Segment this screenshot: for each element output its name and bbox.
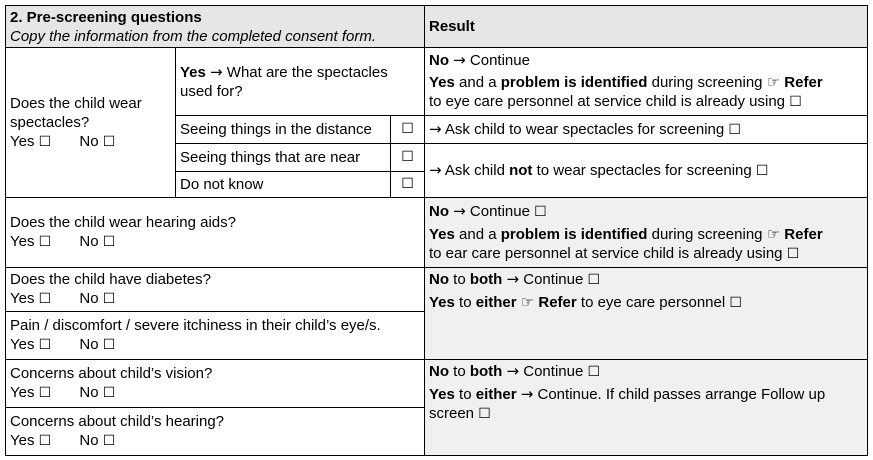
dp-result-refer: Refer [534, 294, 577, 311]
distance-result [425, 116, 868, 144]
hearing-aids-no-label: No [79, 233, 99, 250]
concerns-result [425, 360, 868, 456]
hearing-aids-result [425, 198, 868, 268]
hearing-result-checkbox[interactable]: ☐ [786, 245, 800, 262]
result-text: and a [454, 225, 501, 243]
hearing-aids-no-checkbox[interactable]: ☐ [102, 234, 116, 250]
concerns-result-yes-checkbox[interactable]: ☐ [478, 406, 491, 422]
pain-yes-checkbox[interactable]: ☐ [38, 337, 52, 353]
vision-no-checkbox[interactable]: ☐ [102, 385, 116, 401]
concerns-result-tail: Continue. If child passes arrange Follow up screen [429, 386, 826, 422]
near-result-not: not [509, 161, 533, 179]
vision-yes-checkbox[interactable]: ☐ [38, 385, 52, 401]
pain-yes-no [10, 335, 420, 355]
arrow-icon: → [453, 51, 466, 69]
concerns-result-no-checkbox[interactable]: ☐ [587, 364, 601, 380]
hearing-result-no: No [429, 202, 449, 220]
concerns-result-continue: Continue [519, 363, 588, 380]
pointing-hand-icon: ☞ [520, 293, 535, 311]
arrow-icon: → [520, 385, 534, 403]
option-near-checkbox[interactable]: ☐ [391, 144, 425, 172]
hearing-aids-question-cell [6, 198, 425, 268]
dp-result-either: either [475, 294, 517, 311]
spectacles-yes-no [10, 132, 171, 152]
arrow-icon: → [453, 201, 466, 220]
result-text: and a [454, 74, 501, 91]
dp-result-tail: to eye care personnel [576, 294, 730, 311]
hearing-aids-yes-no [10, 232, 420, 252]
spectacles-result-problem: problem is identified [500, 74, 648, 91]
vision-concern-cell [6, 360, 425, 408]
hearing-concern-yes-checkbox[interactable]: ☐ [38, 433, 52, 449]
dp-result-no: No [429, 271, 449, 288]
pain-question-cell [6, 312, 425, 360]
dp-result-continue: Continue [519, 271, 588, 288]
spectacles-question: Does the child wear spectacles? [10, 94, 142, 131]
result-header: Result [425, 6, 868, 48]
section-header [6, 6, 425, 48]
hearing-result-tail: to ear care personnel at service child is already using [429, 244, 787, 262]
spectacles-result [425, 48, 868, 116]
hearing-result-refer: Refer [780, 225, 823, 243]
result-text: to [449, 363, 470, 380]
hearing-aids-question: Does the child wear hearing aids? [10, 214, 236, 231]
result-text: during screening [647, 74, 767, 91]
pain-yes-label: Yes [10, 336, 35, 353]
pointing-hand-icon: ☞ [766, 224, 781, 243]
concerns-result-either: either [475, 386, 517, 403]
spectacles-yes-checkbox[interactable]: ☐ [38, 133, 52, 150]
distance-result-text: Ask child to wear spectacles for screening [441, 120, 729, 138]
spectacles-result-no: No [429, 52, 449, 69]
hearing-concern-yes-label: Yes [10, 432, 35, 449]
hearing-result-continue: Continue [465, 202, 535, 220]
diabetes-pain-result [425, 268, 868, 360]
diabetes-yes-checkbox[interactable]: ☐ [38, 291, 52, 307]
diabetes-no-label: No [79, 290, 99, 307]
option-near: Seeing things that are near [176, 144, 391, 172]
spectacles-result-tail: to eye care personnel at service child is already using [429, 93, 790, 110]
diabetes-question: Does the child have diabetes? [10, 271, 211, 288]
vision-no-label: No [79, 384, 99, 401]
vision-concern-question: Concerns about child’s vision? [10, 365, 213, 382]
pre-screening-form [5, 5, 868, 456]
spectacles-yes-label: Yes [10, 132, 35, 150]
option-do-not-know: Do not know [176, 172, 391, 198]
arrow-icon: → [429, 160, 442, 179]
spectacles-no-label: No [79, 132, 99, 150]
hearing-concern-cell [6, 408, 425, 456]
arrow-icon: → [506, 270, 520, 288]
arrow-icon: → [506, 362, 520, 380]
spectacles-result-yes: Yes [429, 74, 455, 91]
section-title: 2. Pre-screening questions [10, 8, 202, 26]
hearing-aids-yes-checkbox[interactable]: ☐ [38, 234, 52, 250]
spectacles-result-refer: Refer [780, 74, 823, 91]
hearing-concern-yes-no [10, 431, 420, 451]
diabetes-yes-no [10, 289, 420, 309]
option-distance-checkbox[interactable]: ☐ [391, 116, 425, 144]
hearing-concern-no-checkbox[interactable]: ☐ [102, 433, 116, 449]
option-do-not-know-checkbox[interactable]: ☐ [391, 172, 425, 198]
distance-result-checkbox[interactable]: ☐ [728, 121, 741, 138]
spectacles-result-checkbox[interactable]: ☐ [789, 94, 802, 110]
spectacles-question-cell [6, 48, 176, 198]
spectacles-followup-yes: Yes [180, 63, 206, 81]
hearing-aids-yes-label: Yes [10, 233, 35, 250]
dp-result-yes: Yes [429, 294, 455, 311]
arrow-icon: → [210, 62, 223, 81]
concerns-result-yes: Yes [429, 386, 455, 403]
spectacles-followup-text: What are the spectacles used for? [180, 63, 388, 100]
pain-question: Pain / discomfort / severe itchiness in their child’s eye/s. [10, 317, 381, 334]
dp-result-both: both [469, 271, 503, 288]
dp-result-yes-checkbox[interactable]: ☐ [729, 295, 742, 311]
vision-yes-no [10, 383, 420, 403]
diabetes-question-cell [6, 268, 425, 312]
option-distance: Seeing things in the distance [176, 116, 391, 144]
diabetes-no-checkbox[interactable]: ☐ [102, 291, 116, 307]
hearing-result-no-checkbox[interactable]: ☐ [534, 203, 547, 220]
pre-screening-table [5, 5, 868, 456]
spectacles-followup [176, 48, 425, 116]
spectacles-result-continue: Continue [465, 52, 530, 69]
near-result-pre: Ask child [441, 161, 510, 179]
near-result-post: to wear spectacles for screening [532, 161, 756, 179]
diabetes-yes-label: Yes [10, 290, 35, 307]
pain-no-label: No [79, 336, 99, 353]
result-text: during screening [647, 225, 767, 243]
dp-result-no-checkbox[interactable]: ☐ [587, 272, 601, 288]
result-text: to [454, 386, 476, 403]
pointing-hand-icon: ☞ [766, 73, 781, 91]
section-subtitle: Copy the information from the completed consent form. [10, 27, 377, 45]
result-text: to [454, 294, 476, 311]
result-text: to [449, 271, 470, 288]
arrow-icon: → [429, 119, 442, 138]
concerns-result-no: No [429, 363, 449, 380]
hearing-concern-no-label: No [79, 432, 99, 449]
hearing-concern-question: Concerns about child’s hearing? [10, 413, 225, 430]
hearing-result-yes: Yes [429, 225, 455, 243]
near-result [425, 144, 868, 198]
near-result-checkbox[interactable]: ☐ [755, 162, 769, 179]
pain-no-checkbox[interactable]: ☐ [102, 337, 116, 353]
concerns-result-both: both [469, 363, 503, 380]
vision-yes-label: Yes [10, 384, 35, 401]
hearing-result-problem: problem is identified [500, 225, 648, 243]
spectacles-no-checkbox[interactable]: ☐ [102, 133, 116, 150]
